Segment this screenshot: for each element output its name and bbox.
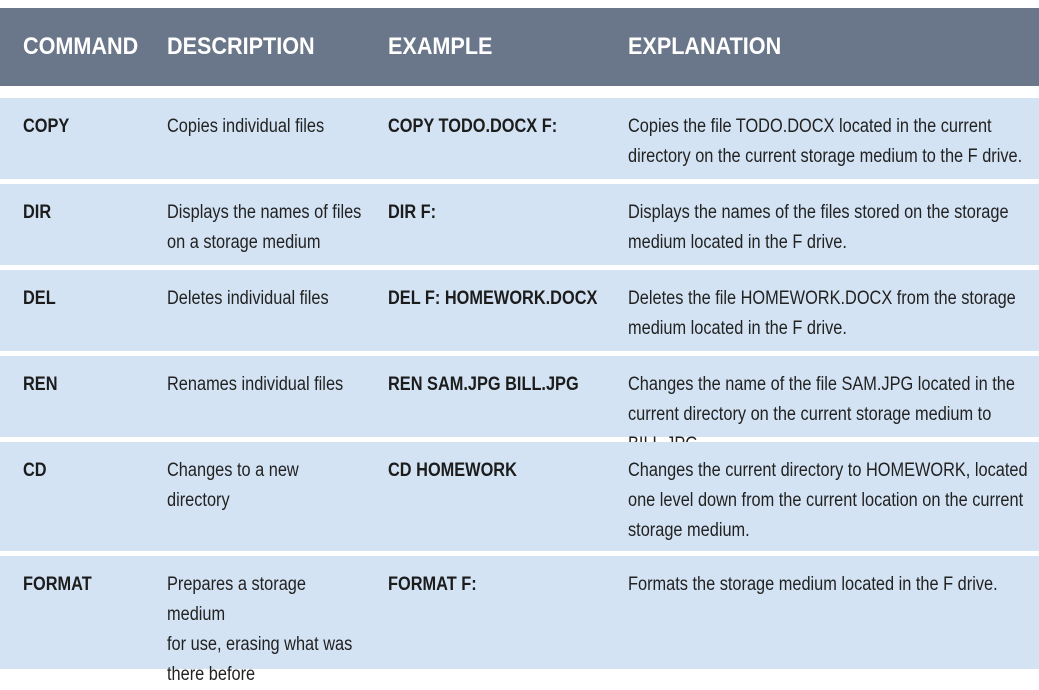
description-line: Changes to a new directory [167, 460, 299, 511]
column-header-command: COMMAND [23, 33, 139, 60]
explanation-line: Copies the file TODO.DOCX located in the current [628, 116, 992, 137]
description-line: Copies individual files [167, 116, 325, 137]
explanation-cell [628, 456, 1032, 546]
command-cell: CD [23, 460, 47, 481]
description-cell [167, 570, 365, 690]
explanation-line: Deletes the file HOMEWORK.DOCX from the storage [628, 288, 1016, 309]
description-line: Displays the names of files [167, 202, 362, 223]
description-cell [167, 112, 365, 142]
description-line: for use, erasing what was [167, 634, 353, 655]
description-cell [167, 284, 365, 314]
table-row [0, 98, 1039, 179]
description-cell [167, 456, 365, 516]
explanation-line: Changes the name of the file SAM.JPG located in the [628, 374, 1015, 395]
explanation-line: medium located in the F drive. [628, 318, 847, 339]
explanation-line: Formats the storage medium located in the F drive. [628, 574, 998, 595]
table-row [0, 184, 1039, 265]
command-cell: DEL [23, 288, 56, 309]
description-line: Renames individual files [167, 374, 344, 395]
example-cell: REN SAM.JPG BILL.JPG [388, 374, 579, 395]
table-row [0, 556, 1039, 685]
description-cell [167, 198, 365, 258]
command-cell: REN [23, 374, 58, 395]
explanation-line: medium located in the F drive. [628, 232, 847, 253]
table-header [0, 8, 1039, 86]
example-cell: DEL F: HOMEWORK.DOCX [388, 288, 598, 309]
explanation-line: Changes the current directory to HOMEWORK, located [628, 460, 1028, 481]
column-header-explanation: EXPLANATION [628, 33, 782, 60]
example-cell: FORMAT F: [388, 574, 477, 595]
example-cell: COPY TODO.DOCX F: [388, 116, 558, 137]
table-row [0, 356, 1039, 437]
column-header-example: EXAMPLE [388, 33, 493, 60]
example-cell: CD HOMEWORK [388, 460, 517, 481]
command-cell: DIR [23, 202, 52, 223]
description-line: Prepares a storage medium [167, 574, 306, 625]
table-row [0, 442, 1039, 551]
explanation-line: storage medium. [628, 520, 750, 541]
explanation-line: directory on the current storage medium to the F drive. [628, 146, 1023, 167]
explanation-cell [628, 198, 1032, 258]
command-cell: COPY [23, 116, 70, 137]
explanation-line: one level down from the current location on the current [628, 490, 1024, 511]
description-line: there before [167, 664, 256, 685]
explanation-cell [628, 112, 1032, 172]
explanation-line: Displays the names of the files stored on the storage [628, 202, 1009, 223]
explanation-cell [628, 284, 1032, 344]
command-cell: FORMAT [23, 574, 92, 595]
explanation-cell [628, 570, 1032, 600]
table-row [0, 270, 1039, 351]
example-cell: DIR F: [388, 202, 437, 223]
description-line: Deletes individual files [167, 288, 329, 309]
description-line: on a storage medium [167, 232, 321, 253]
explanation-line: current directory on the current storage medium to [628, 404, 992, 425]
column-header-description: DESCRIPTION [167, 33, 315, 60]
description-cell [167, 370, 365, 400]
